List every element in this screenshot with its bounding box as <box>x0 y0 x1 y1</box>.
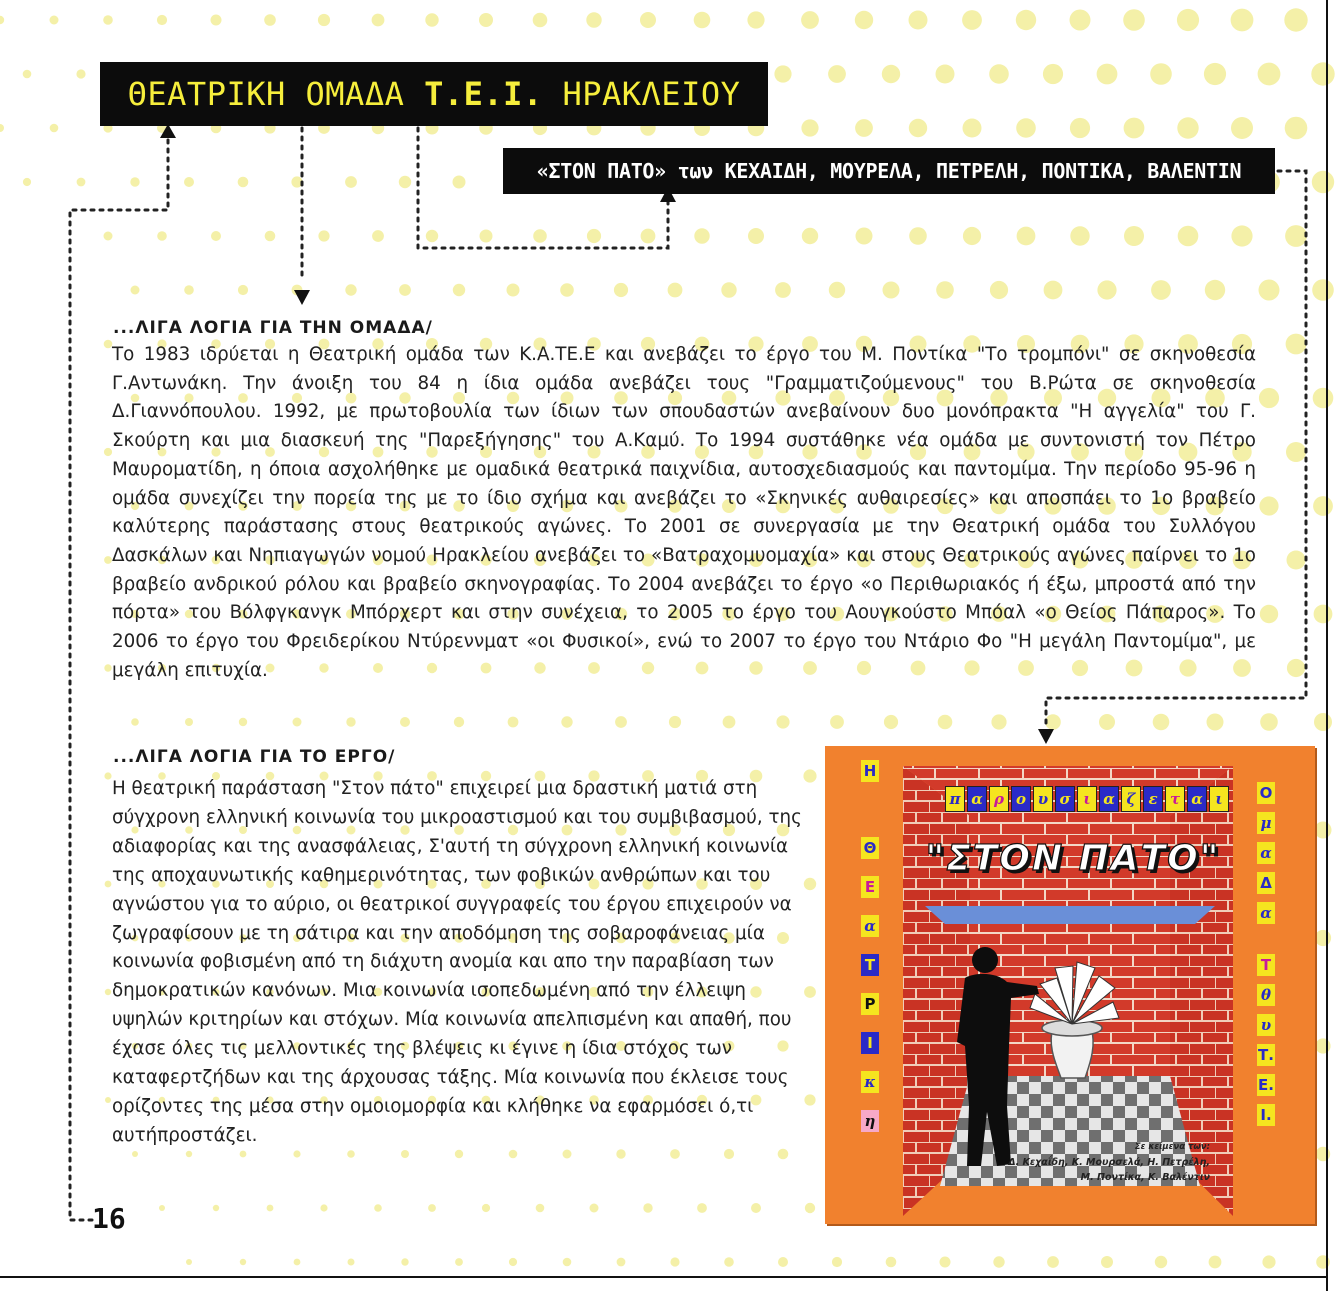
poster-right-letter: α <box>1257 842 1275 864</box>
group-text-block <box>112 341 1256 685</box>
poster-left-letter: Τ <box>861 954 879 976</box>
poster-right-letter: α <box>1257 902 1275 924</box>
poster-left-letter: Ε <box>861 876 879 898</box>
banner-letter: π <box>945 786 965 812</box>
poster-right-letter: θ <box>1257 984 1275 1006</box>
arrow-down-heading <box>294 290 310 305</box>
banner-letter: α <box>1187 786 1207 812</box>
poster-right-letter: Δ <box>1257 872 1275 894</box>
poster-left-letter: κ <box>861 1071 879 1093</box>
banner-letter: σ <box>1055 786 1075 812</box>
banner-letter: ι <box>1077 786 1097 812</box>
poster-credits <box>975 1140 1210 1185</box>
poster-credits-label: Σε κείμενα των: <box>1134 1142 1210 1152</box>
play-poster <box>825 746 1315 1224</box>
banner-letter: ε <box>1143 786 1163 812</box>
poster-banner <box>945 786 1229 812</box>
title-bold: Τ.Ε.Ι. <box>424 75 543 113</box>
poster-left-column <box>861 760 879 1149</box>
poster-right-letter: υ <box>1257 1014 1275 1036</box>
poster-left-letter: η <box>861 1110 879 1132</box>
subtitle-text: «ΣΤΟΝ ΠΑΤΟ» των ΚΕΧΑΙΔΗ, ΜΟΥΡΕΛΑ, ΠΕΤΡΕΛΗ, ΠΟΝΤΙΚΑ, ΒΑΛΕΝΤΙΝ <box>536 159 1242 183</box>
page-title-band <box>100 62 768 126</box>
banner-letter: ζ <box>1121 786 1141 812</box>
poster-left-letter: Ρ <box>861 993 879 1015</box>
poster-credits-line1: Δ. Κεχαΐδη, Κ. Μουρσελά, Η. Πετρέλη, <box>1008 1157 1210 1168</box>
banner-letter: υ <box>1033 786 1053 812</box>
poster-right-letter: μ <box>1257 812 1275 834</box>
group-heading: ...ΛΙΓΑ ΛΟΓΙΑ ΓΙΑ ΤΗΝ ΟΜΑΔΑ/ <box>113 318 433 338</box>
banner-letter: ρ <box>989 786 1009 812</box>
poster-left-letter: Ι <box>861 1032 879 1054</box>
banner-letter: α <box>967 786 987 812</box>
work-text: Η θεατρική παράσταση "Στον πάτο" επιχειρεί μια δραστική ματιά στη σύγχρονη ελληνική κοινωνία του μικροαστισμού και του συμβιβασμού, της αδιαφορίας και της ανασφάλειας, Σ'αυτή τη σύγχρονη ελληνική κοινωνία της αποχαυνωτικής καθημερινότητας, των φοβικών ανθρώπων και του αγνώστου για το αύριο, οι θεατρικοί συγγραφείς του έργου επιχειρούν να ζωγραφίσουν με τη σάτιρα και την αποδόμηση της σοβαροφάνειας μία κοινωνία φοβισμένη από τη διάχυτη ανομία και απο την παραβίαση των δημοκρατικών κανόνων. Μια κοινωνία ισοπεδωμένη από την έλλειψη υψηλών κριτηρίων και στόχων. Μία κοινωνία απελπισμένη και απαθή, που έχασε όλες τις μελλοντικές της βλέψεις κι έγινε η ίδια στόχος των καταφερτζήδων και της άρχουσας τάξης. Μία κοινωνία που έκλεισε τους ορίζοντες της μέσα στην ομοιομορφία και κλήθηκε να εφαρμόσει ό,τι αυτήπροστάζει. <box>112 778 802 1146</box>
banner-letter: ο <box>1011 786 1031 812</box>
poster-right-column <box>1257 782 1275 1134</box>
poster-credits-line2: Μ. Ποντίκα, Κ. Βαλέντιν <box>1080 1172 1210 1183</box>
poster-right-letter: Ο <box>1257 782 1275 804</box>
poster-right-letter: Τ <box>1257 954 1275 976</box>
banner-letter: τ <box>1165 786 1185 812</box>
page-number: 16 <box>92 1202 126 1235</box>
poster-right-letter: Τ. <box>1258 1046 1274 1064</box>
poster-ledge <box>925 906 1215 924</box>
poster-left-letter: α <box>861 915 879 937</box>
subtitle-band <box>503 148 1275 194</box>
poster-left-letter: Η <box>861 760 879 782</box>
title-suffix: ΗΡΑΚΛΕΙΟΥ <box>562 75 741 113</box>
poster-left-letter: Θ <box>861 837 879 859</box>
work-heading: ...ΛΙΓΑ ΛΟΓΙΑ ΓΙΑ ΤΟ ΕΡΓΟ/ <box>113 747 396 767</box>
poster-right-letter: Ι. <box>1257 1104 1275 1126</box>
banner-letter: ι <box>1209 786 1229 812</box>
arrow-down-poster <box>1038 729 1054 744</box>
banner-letter: α <box>1099 786 1119 812</box>
poster-right-letter: Ε. <box>1258 1076 1274 1094</box>
arrow-up-title <box>160 124 176 138</box>
title-prefix: ΘΕΑΤΡΙΚΗ ΟΜΑΔΑ <box>127 75 405 113</box>
group-text: Το 1983 ιδρύεται η Θεατρική ομάδα των Κ.Α.ΤΕ.Ε και ανεβάζει το έργο του Μ. Ποντίκα "Το τρομπόνι" σε σκηνοθεσία Γ.Αντωνάκη. Την άνοιξη του 84 η ίδια ομάδα ανεβάζει τους "Γραμματιζούμενους" του Β.Ρώτα σε σκηνοθεσία Δ.Γιαννόπουλου. 1992, με πρωτοβουλία των ίδιων των σπουδαστών ανεβαίνουν δυο μονόπρακτα "Η αγγελία" του Γ. Σκούρτη και μια διασκευή της "Παρεξήγησης" του Α.Καμύ. Το 1994 συστάθηκε νέα ομάδα με συντονιστή τον Πέτρο Μαυροματίδη, η όποια ασχολήθηκε με ομαδικά θεατρικά παιχνίδια, αυτοσχεδιασμούς και παντομίμα. Την περίοδο 95-96 η ομάδα συνεχίζει την πορεία της με το ίδιο σχήμα και ανεβάζει το «Σκηνικές αυθαιρεσίες» και αποσπάει το 1ο βραβείο καλύτερης παράστασης στους θεατρικούς αγώνες. Το 2001 σε συνεργασία με την Θεατρική ομάδα του Συλλόγου Δασκάλων και Νηπιαγωγών νομού Ηρακλείου ανεβάζει το «Βατραχομυομαχία» και στους Θεατρικούς αγώνες παίρνει το 1ο βραβείο ανδρικού ρόλου και βραβείο σκηνογραφίας. Το 2004 ανεβάζει το έργο «ο Περιθωριακός ή έξω, μπροστά από την πόρτα» του Βόλφγκανγκ Μπόρχερτ και στην συνέχεια, το 2005 το έργο του Αουγκούστο Μπόαλ «ο Θείος Πάπαρος». Το 2006 το έργο του Φρειδερίκου Ντύρεννματ «οι Φυσικοί», ενώ το 2007 το έργο του Ντάριο Φο "Η μεγάλη Παντομίμα", με μεγάλη επιτυχία. <box>112 344 1256 681</box>
poster-title: "ΣΤΟΝ ΠΑΤΟ" <box>925 838 1221 879</box>
